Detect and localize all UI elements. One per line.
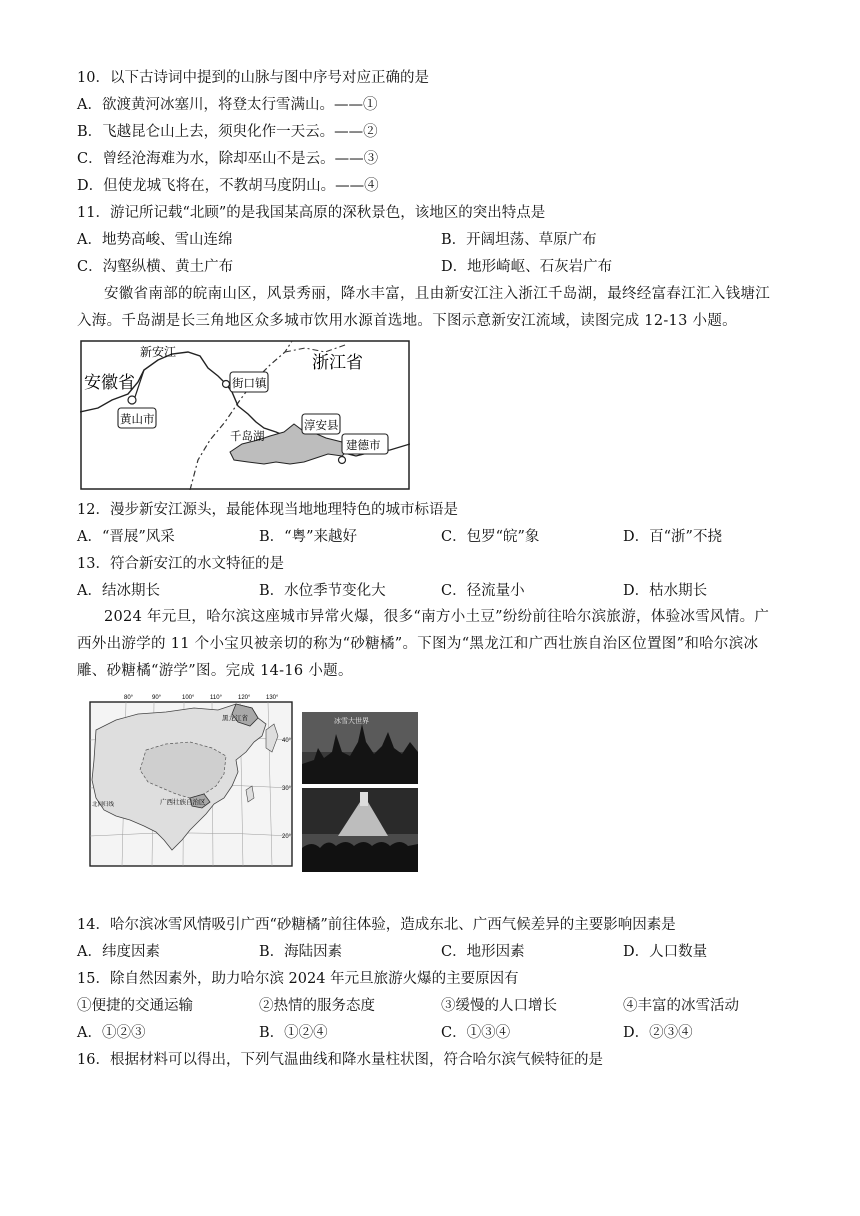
- label-guangxi: 广西壮族自治区: [160, 799, 206, 806]
- q12-stem: 12．漫步新安江源头，最能体现当地地理特色的城市标语是: [77, 502, 458, 518]
- svg-text:30°: 30°: [282, 786, 292, 792]
- q15-item-1: ①便捷的交通运输: [77, 998, 193, 1014]
- q11-option-b: B．开阔坦荡、草原广布: [441, 232, 597, 248]
- q13-option-c: C．径流量小: [441, 583, 525, 599]
- label-chunan: 淳安县: [304, 420, 339, 432]
- q15-option-d: D．②③④: [623, 1025, 693, 1041]
- q12-option-d: D．百“浙”不挠: [623, 529, 722, 545]
- q15-stem: 15．除自然因素外，助力哈尔滨 2024 年元旦旅游火爆的主要原因有: [77, 971, 519, 987]
- label-tropic: 北回归线: [92, 802, 115, 808]
- svg-text:40°: 40°: [282, 738, 292, 744]
- q13-stem: 13．符合新安江的水文特征的是: [77, 556, 284, 572]
- q11-option-c: C．沟壑纵横、黄土广布: [77, 259, 234, 275]
- q13-option-d: D．枯水期长: [623, 583, 708, 599]
- ice-world-photo: [302, 712, 418, 784]
- q16-stem: 16．根据材料可以得出，下列气温曲线和降水量柱状图，符合哈尔滨气候特征的是: [77, 1052, 603, 1068]
- q14-option-d: D．人口数量: [623, 944, 708, 960]
- q14-stem: 14．哈尔滨冰雪风情吸引广西“砂糖橘”前往体验，造成东北、广西气候差异的主要影响因素是: [77, 917, 676, 933]
- label-anhui: 安徽省: [84, 373, 135, 392]
- passage-harbin: 2024 年元旦，哈尔滨这座城市异常火爆，很多“南方小土豆”纷纷前往哈尔滨旅游，体验冰雪风情。广西外出游学的 11 个小宝贝被亲切的称为“砂糖橘”。下图为“黑龙江和广西壮族自治区位置图”和哈尔滨冰雕、砂糖橘“游学”图。完成 14-16 小题。: [77, 609, 770, 679]
- q12-option-b: B．“粤”来越好: [259, 529, 357, 545]
- q15-option-b: B．①②④: [259, 1025, 328, 1041]
- svg-text:20°: 20°: [282, 834, 292, 840]
- q10-stem: 10．以下古诗词中提到的山脉与图中序号对应正确的是: [77, 70, 429, 86]
- svg-text:120°: 120°: [238, 695, 251, 701]
- svg-text:90°: 90°: [152, 695, 162, 701]
- q10-option-c: C．曾经沧海难为水，除却巫山不是云。——③: [77, 151, 379, 167]
- svg-text:130°: 130°: [266, 695, 279, 701]
- label-qiandaohu: 千岛湖: [230, 431, 265, 443]
- xinanjiang-map: [80, 340, 410, 490]
- china-location-map: [86, 690, 298, 870]
- label-jiande: 建德市: [346, 440, 381, 452]
- label-xinanjiang: 新安江: [140, 345, 177, 359]
- q11-option-a: A．地势高峻、雪山连绵: [77, 232, 233, 248]
- q14-option-c: C．地形因素: [441, 944, 525, 960]
- q10-option-b: B．飞越昆仑山上去，须臾化作一天云。——②: [77, 124, 378, 140]
- q15-option-a: A．①②③: [77, 1025, 146, 1041]
- q14-option-a: A．纬度因素: [77, 944, 160, 960]
- q11-option-d: D．地形崎岖、石灰岩广布: [441, 259, 613, 275]
- q15-item-2: ②热情的服务态度: [259, 998, 375, 1014]
- photo-caption: 冰雪大世界: [334, 718, 369, 725]
- q10-option-d: D．但使龙城飞将在，不教胡马度阴山。——④: [77, 178, 379, 194]
- label-huangshan: 黄山市: [120, 414, 155, 426]
- q13-option-b: B．水位季节变化大: [259, 583, 386, 599]
- q12-option-a: A．“晋展”风采: [77, 529, 175, 545]
- q14-option-b: B．海陆因素: [259, 944, 343, 960]
- q13-option-a: A．结冰期长: [77, 583, 160, 599]
- svg-text:110°: 110°: [210, 695, 222, 701]
- svg-text:80°: 80°: [124, 695, 134, 701]
- q15-item-3: ③缓慢的人口增长: [441, 998, 557, 1014]
- q15-item-4: ④丰富的冰雪活动: [623, 998, 739, 1014]
- group-tour-photo: [302, 788, 418, 872]
- passage-xinanjiang: 安徽省南部的皖南山区，风景秀丽，降水丰富，且由新安江注入浙江千岛湖，最终经富春江汇入钱塘江入海。千岛湖是长三角地区众多城市饮用水源首选地。下图示意新安江流域，读图完成 12-13 小题。: [77, 286, 770, 329]
- svg-text:100°: 100°: [182, 695, 195, 701]
- q12-option-c: C．包罗“皖”象: [441, 529, 540, 545]
- label-jiekou: 街口镇: [232, 378, 267, 390]
- q11-stem: 11．游记所记载“北顾”的是我国某高原的深秋景色，该地区的突出特点是: [77, 205, 546, 221]
- q15-option-c: C．①③④: [441, 1025, 511, 1041]
- label-zhejiang: 浙江省: [312, 353, 363, 372]
- q10-option-a: A．欲渡黄河冰塞川，将登太行雪满山。——①: [77, 97, 378, 113]
- label-heilongjiang: 黑龙江省: [222, 715, 248, 722]
